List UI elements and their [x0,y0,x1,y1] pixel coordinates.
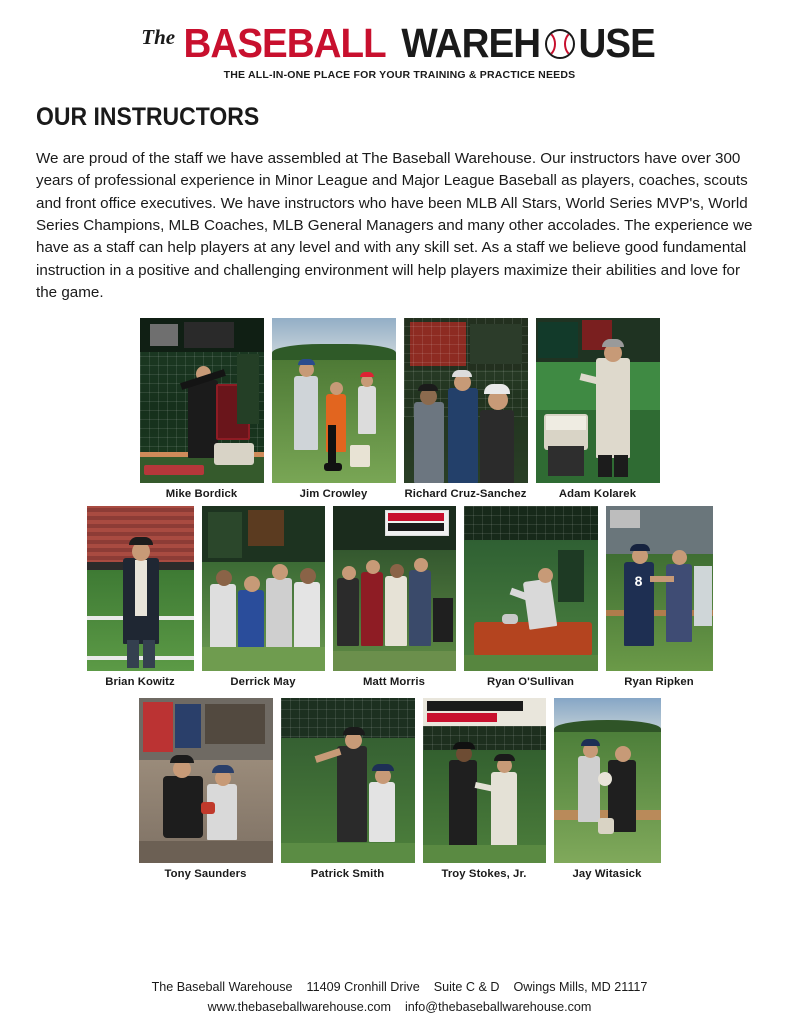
instructor-name: Jim Crowley [299,488,368,501]
instructor-name: Richard Cruz-Sanchez [404,488,527,501]
instructor-row [0,318,799,500]
instructor-name: Matt Morris [363,676,425,689]
logo-tagline: THE ALL-IN-ONE PLACE FOR YOUR TRAINING & PRACTICE NEEDS [223,69,576,81]
instructor-photo-mike-bordick [140,318,264,483]
instructor-photo-patrick-smith [281,698,415,863]
footer-street: 11409 Cronhill Drive [306,979,420,994]
instructor-photo-adam-kolarek [536,318,660,483]
page-title: OUR INSTRUCTORS [36,103,260,131]
instructor-name: Brian Kowitz [105,676,175,689]
instructor-name: Mike Bordick [165,488,238,501]
instructor-photo-troy-stokes-jr [423,698,546,863]
instructor-photo-tony-saunders [139,698,273,863]
logo-use-text: USE [578,20,656,66]
instructor-card[interactable] [554,698,661,880]
instructor-card[interactable] [140,318,264,500]
footer-address-line [0,978,799,998]
footer [0,978,799,1018]
instructor-name: Patrick Smith [310,868,385,881]
instructor-photo-derrick-may [202,506,325,671]
logo-baseball-text: BASEBALL [183,20,386,66]
instructor-photo-brian-kowitz [87,506,194,671]
instructor-card[interactable] [536,318,660,500]
footer-suite: Suite C & D [433,979,500,994]
instructor-card[interactable] [606,506,713,688]
instructor-row [0,506,799,688]
instructor-name: Jay Witasick [572,868,642,881]
footer-city-state-zip: Owings Mills, MD 21117 [513,979,648,994]
instructor-photo-jay-witasick [554,698,661,863]
instructor-name: Adam Kolarek [558,488,637,501]
instructor-card[interactable] [87,506,194,688]
footer-contact-line [0,998,799,1018]
logo-line-one [141,20,392,66]
brand-logo [0,0,799,81]
footer-email-link[interactable]: info@thebaseballwarehouse.com [405,1000,592,1015]
instructor-name: Troy Stokes, Jr. [441,868,527,881]
instructor-photo-ryan-osullivan [464,506,598,671]
instructor-name: Ryan Ripken [624,676,694,689]
instructor-card[interactable] [272,318,396,500]
instructor-card[interactable] [423,698,546,880]
instructor-card[interactable] [464,506,598,688]
logo-wareh-text: WAREH [401,20,540,66]
footer-website-link[interactable]: www.thebaseballwarehouse.com [207,1000,391,1015]
logo-the-text: The [141,25,176,49]
instructor-photo-ryan-ripken: 8 [606,506,713,671]
instructor-card[interactable] [139,698,273,880]
instructor-row [0,698,799,880]
instructor-photo-jim-crowley [272,318,396,483]
logo-line-two [397,20,658,66]
baseball-icon [545,29,575,59]
footer-company-name: The Baseball Warehouse [151,979,293,994]
instructor-grid [0,318,799,880]
instructor-photo-richard-cruz-sanchez [404,318,528,483]
instructor-card[interactable] [404,318,528,500]
instructor-card[interactable] [333,506,456,688]
instructor-card[interactable] [281,698,415,880]
intro-paragraph: We are proud of the staff we have assembled at The Baseball Warehouse. Our instructors have over 300 years of professional experience in Minor League and Major League Baseball as players, coaches, scouts and front office executives. We have instructors who have been MLB All Stars, World Series MVP's, World Series Champions, MLB Coaches, MLB General Managers and many other accolades. The experience we have as a staff can help players at any level and with any skill set. As a staff we believe good fundamental instruction in a positive and challenging environment will help players maximize their abilities and love for the game. [36,150,753,302]
instructor-name: Tony Saunders [164,868,247,881]
instructor-name: Derrick May [230,676,296,689]
instructor-photo-matt-morris [333,506,456,671]
instructor-card[interactable] [202,506,325,688]
instructor-name: Ryan O'Sullivan [486,676,575,689]
